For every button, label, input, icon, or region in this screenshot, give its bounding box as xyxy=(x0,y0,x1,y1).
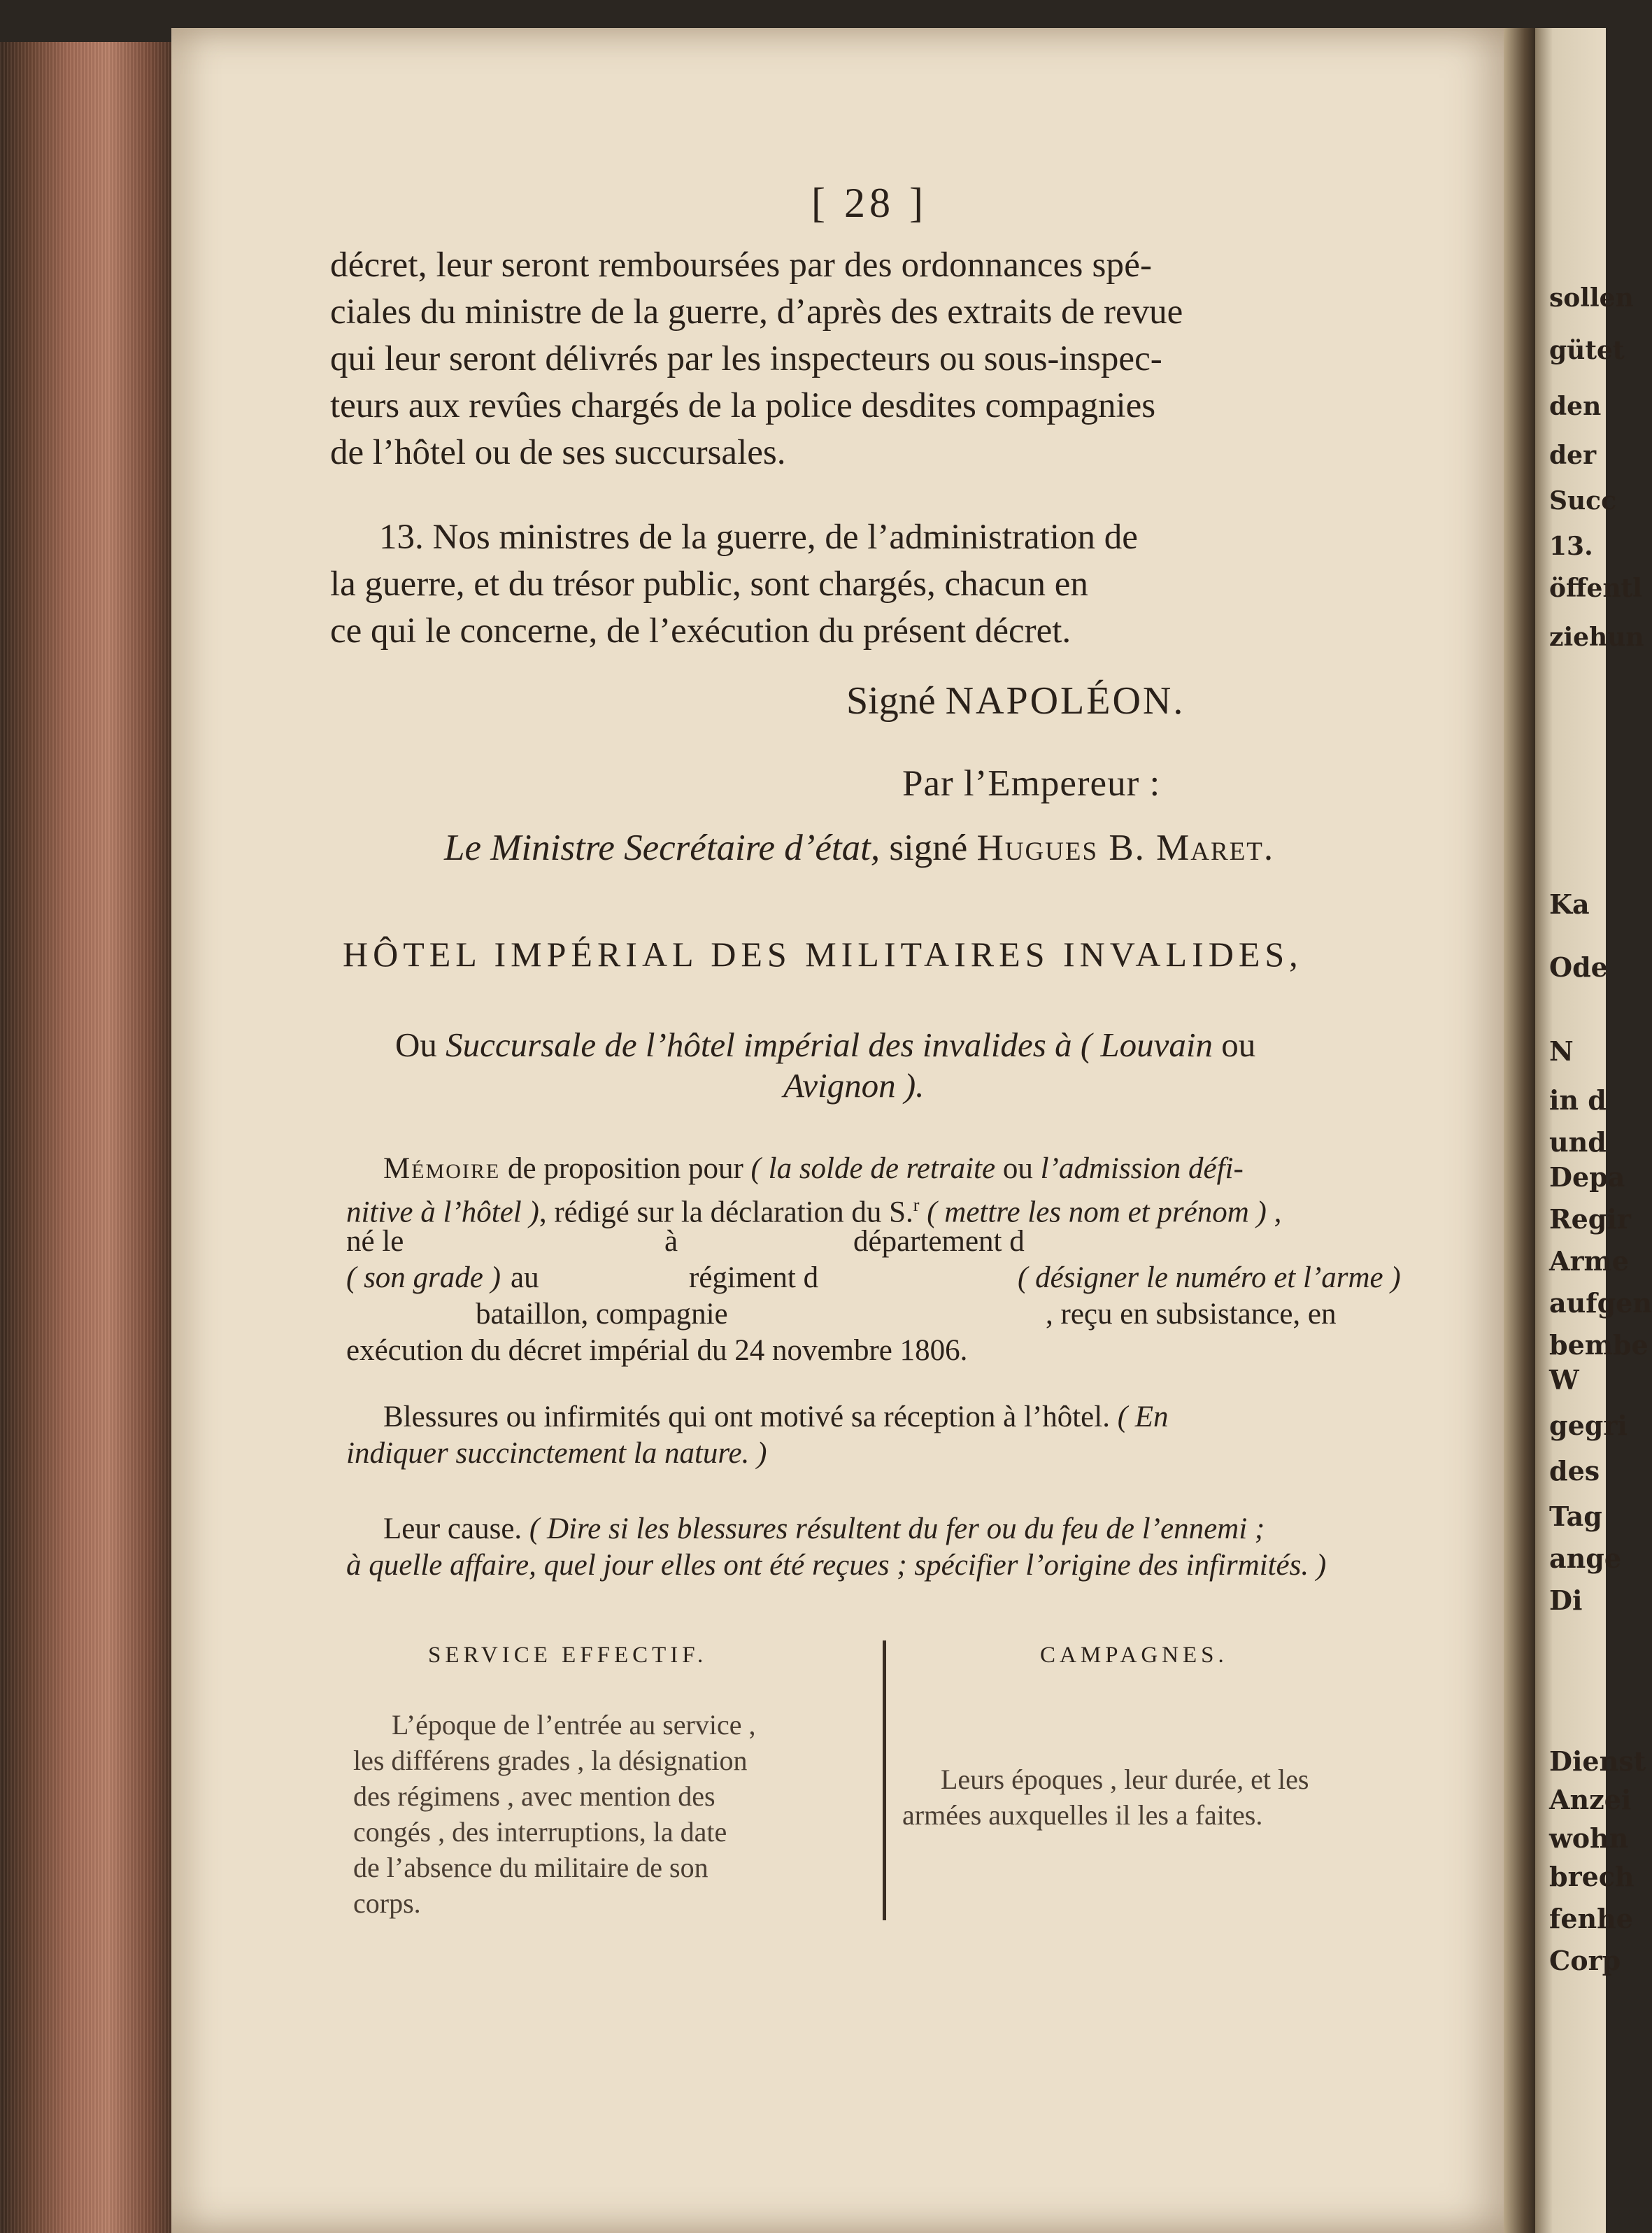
facing-page-fragment: bembe xyxy=(1549,1329,1649,1361)
facing-page-fragment: gegri xyxy=(1549,1410,1628,1441)
facing-page-fragment: und xyxy=(1549,1126,1607,1158)
facing-page-fragment: öffentl xyxy=(1549,574,1642,603)
facing-page-fragment: sollen xyxy=(1549,283,1634,313)
text-line: corps. xyxy=(353,1887,421,1919)
facing-page-fragment: des xyxy=(1549,1455,1600,1487)
subheading-line2: Avignon ). xyxy=(783,1066,925,1105)
campagnes-text xyxy=(902,1761,1309,1833)
text-line: des régimens , avec mention des xyxy=(353,1780,715,1812)
facing-page-fragment: ange xyxy=(1549,1543,1621,1574)
blessures-line-1 xyxy=(383,1399,1169,1436)
facing-page-fragment: den xyxy=(1549,392,1602,421)
text: ou xyxy=(995,1152,1041,1185)
text-line: les différens grades , la désignation xyxy=(353,1745,748,1776)
book-gutter xyxy=(1504,28,1539,2233)
subheading-ou: Ou xyxy=(395,1026,437,1064)
memoire-label: Mémoire xyxy=(383,1152,501,1185)
facing-page-fragment: aufgen xyxy=(1549,1287,1652,1319)
signature-napoleon xyxy=(846,679,1185,723)
facing-page-fragment: der xyxy=(1549,441,1597,470)
text-italic: ( mettre les nom et prénom ) , xyxy=(919,1196,1282,1229)
facing-page-fragment: W xyxy=(1549,1364,1579,1396)
field-label-a: à xyxy=(664,1225,678,1258)
page-number: [ 28 ] xyxy=(811,180,927,226)
facing-page-fragment: Succ xyxy=(1549,486,1617,516)
facing-page-fragment: Arme xyxy=(1549,1245,1629,1277)
form-heading: HÔTEL IMPÉRIAL DES MILITAIRES INVALIDES, xyxy=(343,935,1303,974)
text: Leur cause. xyxy=(383,1512,522,1545)
facing-page-fragment: Corp xyxy=(1549,1945,1621,1976)
paragraph-decret xyxy=(330,242,1397,476)
par-empereur: Par l’Empereur : xyxy=(902,763,1161,804)
facing-page-fragment: Ode xyxy=(1549,951,1608,983)
facing-page-fragment: brech xyxy=(1549,1861,1635,1892)
facing-page-fragment: Ka xyxy=(1549,888,1590,920)
text-line: armées auxquelles il les a faites. xyxy=(902,1799,1263,1831)
facing-page-fragment: Depa xyxy=(1549,1161,1625,1193)
text-line: congés , des interruptions, la date xyxy=(353,1816,727,1848)
text-line: Leurs époques , leur durée, et les xyxy=(941,1764,1309,1795)
subheading-line1 xyxy=(395,1025,1255,1065)
facing-page-fragment: Tag xyxy=(1549,1501,1602,1532)
text-line: ciales du ministre de la guerre, d’après des extraits de revue xyxy=(330,292,1183,332)
text-italic: ( désigner le numéro et l’arme ) xyxy=(1018,1261,1401,1294)
text-italic: ( la solde de retraite xyxy=(750,1152,996,1185)
column-divider xyxy=(883,1640,886,1920)
ministre-signature xyxy=(444,827,1274,869)
text-italic: à quelle affaire, quel jour elles ont été reçues ; spécifier l’origine des infirmités. ) xyxy=(346,1549,1327,1582)
facing-page-fragment: in d xyxy=(1549,1084,1607,1116)
subheading-text: Succursale de l’hôtel impérial des invalides à ( Louvain xyxy=(446,1026,1213,1064)
text-line: de l’hôtel ou de ses succursales. xyxy=(330,433,786,472)
book-edge xyxy=(0,42,175,2233)
facing-page-fragment: fenhe xyxy=(1549,1903,1633,1934)
signature-name: NAPOLÉON. xyxy=(945,679,1185,723)
field-label-ne: né le xyxy=(346,1225,404,1258)
text-line: de l’absence du militaire de son xyxy=(353,1852,708,1883)
text: , reçu en subsistance, en xyxy=(1046,1298,1337,1331)
text-line: L’époque de l’entrée au service , xyxy=(392,1709,756,1741)
facing-page xyxy=(1535,28,1652,2233)
service-title: SERVICE EFFECTIF. xyxy=(428,1643,708,1668)
memoire-line-4 xyxy=(346,1260,1416,1296)
campagnes-title: CAMPAGNES. xyxy=(1040,1643,1228,1668)
ministre-name: Hugues B. Maret. xyxy=(976,828,1275,868)
memoire-line-5 xyxy=(346,1296,1416,1333)
facing-page-fragment: Di xyxy=(1549,1585,1583,1616)
text-line: teurs aux revûes chargés de la police desdites compagnies xyxy=(330,386,1156,425)
memoire-line-6: exécution du décret impérial du 24 novembre 1806. xyxy=(346,1334,968,1367)
cause-line-2 xyxy=(346,1547,1326,1584)
text-italic: indiquer succinctement la nature. ) xyxy=(346,1437,767,1470)
text-italic: l’admission défi- xyxy=(1040,1152,1244,1185)
text-italic: nitive à l’hôtel ) xyxy=(346,1196,539,1229)
ministre-signe: signé xyxy=(889,828,968,868)
field-label-bataillon: bataillon, compagnie xyxy=(476,1298,728,1331)
field-label-departement: département d xyxy=(853,1225,1025,1258)
facing-page-fragment: N xyxy=(1549,1035,1574,1067)
paragraph-article-13 xyxy=(330,514,1397,655)
subheading-ou2: ou xyxy=(1221,1026,1256,1064)
facing-page-fragment: ziehun xyxy=(1549,623,1644,652)
text-italic: ( En xyxy=(1117,1401,1169,1433)
text-line: la guerre, et du trésor public, sont chargés, chacun en xyxy=(330,565,1088,604)
facing-page-fragment: Dienst xyxy=(1549,1745,1646,1777)
ministre-title: Le Ministre Secrétaire d’état, xyxy=(444,828,881,868)
memoire-line-1 xyxy=(383,1151,1244,1187)
facing-page-fragment: Regir xyxy=(1549,1203,1631,1235)
text-line: ce qui le concerne, de l’exécution du présent décret. xyxy=(330,611,1071,651)
text-italic: ( son grade ) xyxy=(346,1261,501,1294)
facing-page-fragment: wohn xyxy=(1549,1822,1629,1854)
memoire-line-3 xyxy=(346,1224,1116,1260)
facing-page-fragment: Anzei xyxy=(1549,1784,1632,1815)
field-label-au: au xyxy=(511,1261,539,1294)
signe-label: Signé xyxy=(846,679,936,723)
text-line: décret, leur seront remboursées par des ordonnances spé- xyxy=(330,246,1153,285)
field-label-regiment: régiment d xyxy=(689,1261,819,1294)
text: de proposition pour xyxy=(500,1152,751,1185)
service-text xyxy=(353,1707,756,1921)
facing-page-fragment: gütet xyxy=(1549,336,1625,365)
text: Blessures ou infirmités qui ont motivé sa réception à l’hôtel. xyxy=(383,1401,1110,1433)
cause-line-1 xyxy=(383,1511,1265,1547)
text: , rédigé sur la déclaration du S. xyxy=(539,1196,913,1229)
text-line: 13. Nos ministres de la guerre, de l’administration de xyxy=(379,518,1138,557)
facing-page-fragment: 13. xyxy=(1549,532,1593,561)
text-sup: r xyxy=(913,1195,920,1215)
text-line: qui leur seront délivrés par les inspecteurs ou sous-inspec- xyxy=(330,339,1162,378)
text-italic: ( Dire si les blessures résultent du fer ou du feu de l’ennemi ; xyxy=(529,1512,1265,1545)
blessures-line-2 xyxy=(346,1436,767,1472)
